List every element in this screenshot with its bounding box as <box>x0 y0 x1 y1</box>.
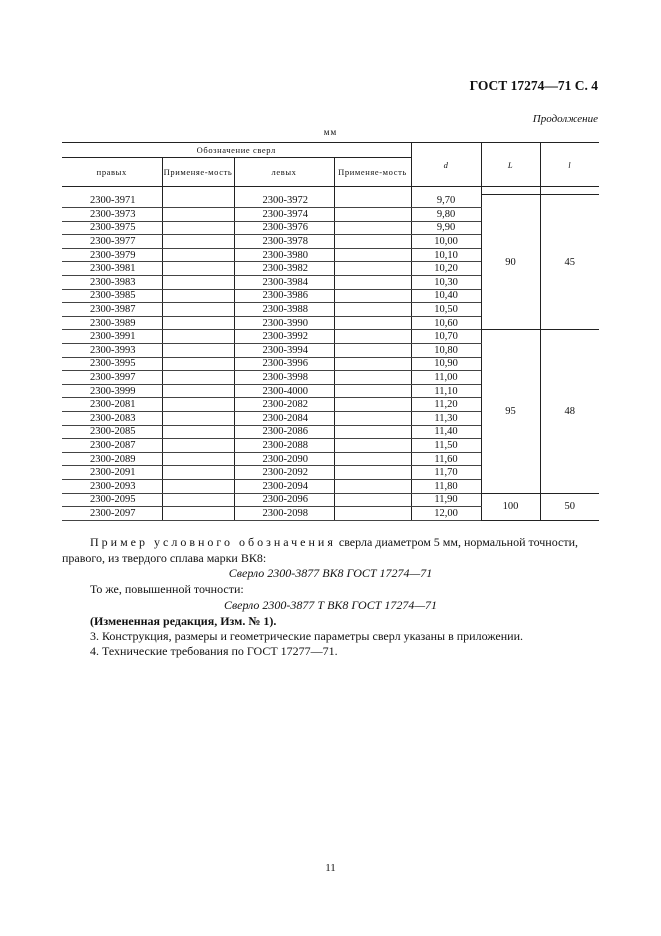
applicability-left <box>334 235 411 249</box>
applicability-right <box>162 208 234 222</box>
applicability-right <box>162 235 234 249</box>
left-designation: 2300-2084 <box>234 412 334 426</box>
applicability-left <box>334 452 411 466</box>
applicability-right <box>162 316 234 330</box>
applicability-left <box>334 221 411 235</box>
applicability-left <box>334 248 411 262</box>
length-L: 100 <box>481 493 540 520</box>
left-designation: 2300-3984 <box>234 276 334 290</box>
length-l: 50 <box>540 493 599 520</box>
continuation-label: Продолжение <box>532 113 598 125</box>
applicability-right <box>162 466 234 480</box>
diameter-d: 11,80 <box>411 479 481 493</box>
diameter-d: 10,30 <box>411 276 481 290</box>
diameter-d: 11,50 <box>411 439 481 453</box>
header-L: L <box>481 143 540 187</box>
diameter-d: 9,90 <box>411 221 481 235</box>
diameter-d: 10,80 <box>411 344 481 358</box>
diameter-d: 11,90 <box>411 493 481 507</box>
spacer-cell <box>234 187 334 195</box>
document-reference: ГОСТ 17274—71 С. 4 <box>469 78 598 93</box>
right-designation: 2300-3971 <box>62 195 162 208</box>
right-designation: 2300-3991 <box>62 330 162 344</box>
spacer-cell <box>62 187 162 195</box>
table-row <box>62 330 599 344</box>
diameter-d: 10,10 <box>411 248 481 262</box>
right-designation: 2300-3997 <box>62 371 162 385</box>
right-designation: 2300-2081 <box>62 398 162 412</box>
applicability-left <box>334 507 411 521</box>
example-rest: сверла диаметром 5 мм, нормальной точности, правого, из твердого сплава марки ВК8: <box>62 535 579 565</box>
length-l: 48 <box>540 330 599 493</box>
applicability-left <box>334 479 411 493</box>
right-designation: 2300-3975 <box>62 221 162 235</box>
diameter-d: 10,50 <box>411 303 481 317</box>
applicability-right <box>162 289 234 303</box>
diameter-d: 10,70 <box>411 330 481 344</box>
left-designation: 2300-2094 <box>234 479 334 493</box>
applicability-right <box>162 303 234 317</box>
length-L: 90 <box>481 195 540 330</box>
diameter-d: 9,80 <box>411 208 481 222</box>
left-designation: 2300-2092 <box>234 466 334 480</box>
applicability-right <box>162 412 234 426</box>
applicability-left <box>334 439 411 453</box>
right-designation: 2300-3973 <box>62 208 162 222</box>
right-designation: 2300-2087 <box>62 439 162 453</box>
applicability-right <box>162 357 234 371</box>
applicability-right <box>162 439 234 453</box>
page-number: 11 <box>325 862 336 874</box>
header-right: правых <box>62 158 162 187</box>
same-higher: То же, повышенной точности: <box>90 582 244 596</box>
length-L: 95 <box>481 330 540 493</box>
right-designation: 2300-2091 <box>62 466 162 480</box>
spacer-cell <box>162 187 234 195</box>
right-designation: 2300-3995 <box>62 357 162 371</box>
diameter-d: 11,60 <box>411 452 481 466</box>
header-applicability-left: Применяе-мость <box>334 158 411 187</box>
example-designation-2: Сверло 2300-3877 Т ВК8 ГОСТ 17274—71 <box>223 598 438 612</box>
right-designation: 2300-3977 <box>62 235 162 249</box>
diameter-d: 11,40 <box>411 425 481 439</box>
diameter-d: 10,60 <box>411 316 481 330</box>
applicability-left <box>334 208 411 222</box>
right-designation: 2300-3993 <box>62 344 162 358</box>
right-designation: 2300-3979 <box>62 248 162 262</box>
applicability-right <box>162 398 234 412</box>
applicability-right <box>162 371 234 385</box>
left-designation: 2300-3988 <box>234 303 334 317</box>
applicability-right <box>162 493 234 507</box>
applicability-left <box>334 316 411 330</box>
diameter-d: 11,70 <box>411 466 481 480</box>
spacer-cell <box>481 187 540 195</box>
header-left: левых <box>234 158 334 187</box>
applicability-left <box>334 262 411 276</box>
right-designation: 2300-2083 <box>62 412 162 426</box>
length-l: 45 <box>540 195 599 330</box>
left-designation: 2300-3972 <box>234 195 334 208</box>
header-l: l <box>540 143 599 187</box>
example-paragraph <box>62 535 599 566</box>
header-applicability-right: Применяе-мость <box>162 158 234 187</box>
diameter-d: 12,00 <box>411 507 481 521</box>
spacer-cell <box>411 187 481 195</box>
applicability-left <box>334 412 411 426</box>
right-designation: 2300-3981 <box>62 262 162 276</box>
left-designation: 2300-3974 <box>234 208 334 222</box>
applicability-right <box>162 452 234 466</box>
diameter-d: 10,00 <box>411 235 481 249</box>
applicability-right <box>162 276 234 290</box>
applicability-right <box>162 344 234 358</box>
applicability-right <box>162 384 234 398</box>
left-designation: 2300-2082 <box>234 398 334 412</box>
applicability-left <box>334 371 411 385</box>
applicability-right <box>162 425 234 439</box>
left-designation: 2300-2086 <box>234 425 334 439</box>
applicability-right <box>162 221 234 235</box>
drill-designation-table <box>62 142 599 521</box>
applicability-left <box>334 425 411 439</box>
applicability-left <box>334 195 411 208</box>
right-designation: 2300-2089 <box>62 452 162 466</box>
diameter-d: 11,10 <box>411 384 481 398</box>
right-designation: 2300-3987 <box>62 303 162 317</box>
left-designation: 2300-3986 <box>234 289 334 303</box>
table-row <box>62 493 599 507</box>
applicability-left <box>334 398 411 412</box>
diameter-d: 11,30 <box>411 412 481 426</box>
left-designation: 2300-2096 <box>234 493 334 507</box>
diameter-d: 9,70 <box>411 195 481 208</box>
applicability-left <box>334 357 411 371</box>
left-designation: 2300-3996 <box>234 357 334 371</box>
applicability-right <box>162 507 234 521</box>
left-designation: 2300-3994 <box>234 344 334 358</box>
diameter-d: 10,40 <box>411 289 481 303</box>
right-designation: 2300-3989 <box>62 316 162 330</box>
group-header: Обозначение сверл <box>62 143 411 158</box>
left-designation: 2300-3992 <box>234 330 334 344</box>
left-designation: 2300-3978 <box>234 235 334 249</box>
table-body <box>62 187 599 521</box>
amended-note: (Измененная редакция, Изм. № 1). <box>90 614 277 628</box>
applicability-right <box>162 248 234 262</box>
applicability-right <box>162 479 234 493</box>
left-designation: 2300-3976 <box>234 221 334 235</box>
left-designation: 2300-2090 <box>234 452 334 466</box>
example-designation: Сверло 2300-3877 ВК8 ГОСТ 17274—71 <box>228 566 433 580</box>
diameter-d: 10,90 <box>411 357 481 371</box>
header-d: d <box>411 143 481 187</box>
spacer-row <box>62 187 599 195</box>
applicability-left <box>334 384 411 398</box>
applicability-left <box>334 330 411 344</box>
left-designation: 2300-2088 <box>234 439 334 453</box>
right-designation: 2300-3983 <box>62 276 162 290</box>
item-4: 4. Технические требования по ГОСТ 17277—71. <box>90 644 338 658</box>
example-spaced: Пример условного обозначения <box>90 535 336 549</box>
unit-label: мм <box>323 127 338 137</box>
left-designation: 2300-3980 <box>234 248 334 262</box>
right-designation: 2300-2085 <box>62 425 162 439</box>
applicability-left <box>334 466 411 480</box>
right-designation: 2300-2093 <box>62 479 162 493</box>
diameter-d: 11,00 <box>411 371 481 385</box>
left-designation: 2300-2098 <box>234 507 334 521</box>
spacer-cell <box>334 187 411 195</box>
table-row <box>62 195 599 208</box>
left-designation: 2300-3998 <box>234 371 334 385</box>
right-designation: 2300-2097 <box>62 507 162 521</box>
applicability-right <box>162 262 234 276</box>
applicability-left <box>334 303 411 317</box>
applicability-left <box>334 276 411 290</box>
item-3: 3. Конструкция, размеры и геометрические параметры сверл указаны в приложении. <box>90 629 524 643</box>
diameter-d: 10,20 <box>411 262 481 276</box>
applicability-left <box>334 289 411 303</box>
right-designation: 2300-3999 <box>62 384 162 398</box>
left-designation: 2300-4000 <box>234 384 334 398</box>
applicability-right <box>162 195 234 208</box>
applicability-left <box>334 344 411 358</box>
left-designation: 2300-3982 <box>234 262 334 276</box>
right-designation: 2300-2095 <box>62 493 162 507</box>
applicability-left <box>334 493 411 507</box>
spacer-cell <box>540 187 599 195</box>
right-designation: 2300-3985 <box>62 289 162 303</box>
applicability-right <box>162 330 234 344</box>
left-designation: 2300-3990 <box>234 316 334 330</box>
diameter-d: 11,20 <box>411 398 481 412</box>
